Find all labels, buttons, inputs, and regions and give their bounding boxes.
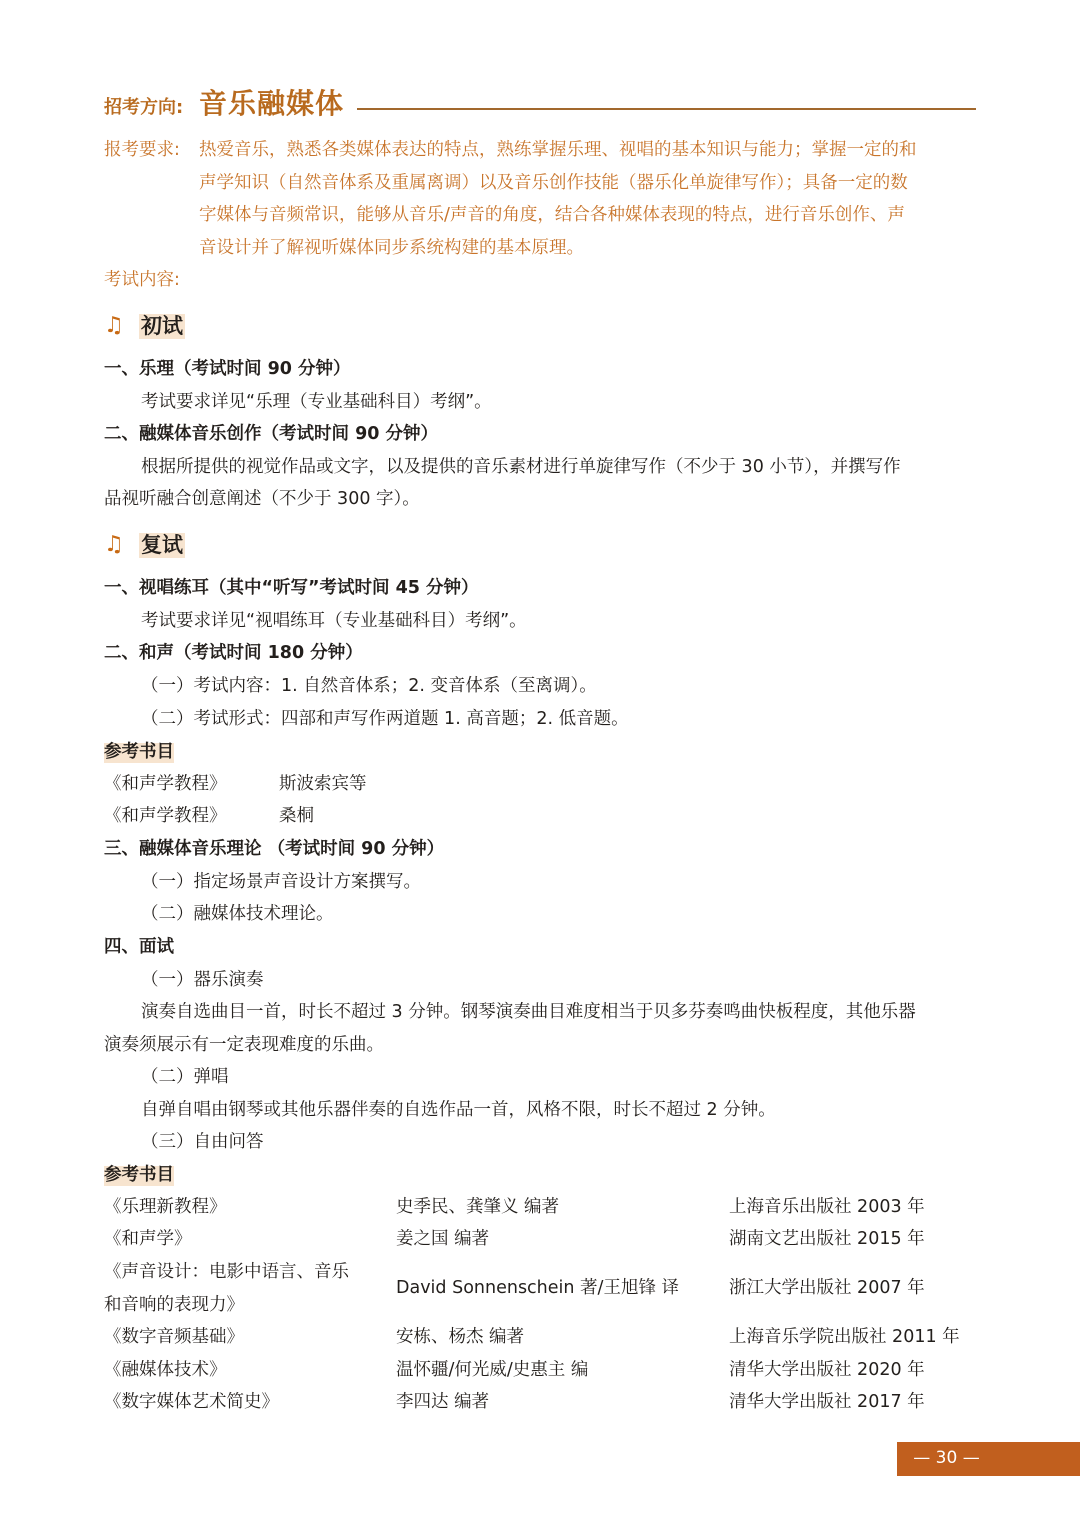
retest-item4-heading: 四、面试 <box>104 937 174 957</box>
book-author: 桑桐 <box>279 806 314 826</box>
book-publisher: 清华大学出版社 2017 年 <box>729 1392 925 1412</box>
book-title-line2: 和音响的表现力》 <box>104 1295 244 1315</box>
section-title-retest: 复试 <box>141 533 183 557</box>
page-number: — 30 — <box>913 1448 980 1468</box>
requirement-line: 声学知识（自然音体系及重属离调）以及音乐创作技能（器乐化单旋律写作）；具备一定的数 <box>199 173 908 193</box>
book-author: 安栋、杨杰 编著 <box>396 1327 525 1347</box>
retest-item1-text: 考试要求详见“视唱练耳（专业基础科目）考纲”。 <box>141 611 527 631</box>
book-title: 《融媒体技术》 <box>104 1360 227 1380</box>
book-publisher: 清华大学出版社 2020 年 <box>729 1360 925 1380</box>
title-rule <box>357 108 976 110</box>
requirement-line: 音设计并了解视听媒体同步系统构建的基本原理。 <box>199 238 584 258</box>
book-author: 温怀疆/何光威/史惠主 编 <box>396 1360 589 1380</box>
book-title: 《数字媒体艺术简史》 <box>104 1392 279 1412</box>
retest-item4-sub: （三）自由问答 <box>141 1132 264 1152</box>
book-author: 姜之国 编著 <box>396 1229 490 1249</box>
music-note-icon: ♫ <box>104 313 124 338</box>
retest-item4-text: 演奏须展示有一定表现难度的乐曲。 <box>104 1035 384 1055</box>
book-title: 《声音设计：电影中语言、音乐 <box>104 1262 349 1282</box>
retest-item4-text: 自弹自唱由钢琴或其他乐器伴奏的自选作品一首，风格不限，时长不超过 2 分钟。 <box>141 1100 776 1120</box>
retest-item2-heading: 二、和声（考试时间 180 分钟） <box>104 643 363 663</box>
retest-item3-sub: （一）指定场景声音设计方案撰写。 <box>141 872 421 892</box>
book-publisher: 上海音乐学院出版社 2011 年 <box>729 1327 960 1347</box>
retest-item4-sub: （二）弹唱 <box>141 1067 229 1087</box>
prelim-item1-heading: 一、乐理（考试时间 90 分钟） <box>104 359 351 379</box>
requirement-line: 字媒体与音频常识，能够从音乐/声音的角度，结合各种媒体表现的特点，进行音乐创作、声 <box>199 205 905 225</box>
book-publisher: 上海音乐出版社 2003 年 <box>729 1197 925 1217</box>
retest-item2-sub: （一）考试内容：1. 自然音体系；2. 变音体系（至离调）。 <box>141 676 597 696</box>
book-author: 史季民、龚肇义 编著 <box>396 1197 560 1217</box>
book-author: 李四达 编著 <box>396 1392 490 1412</box>
prelim-item2-line: 品视听融合创意阐述（不少于 300 字）。 <box>104 489 420 509</box>
content-label: 考试内容: <box>104 270 180 290</box>
retest-item4-sub: （一）器乐演奏 <box>141 970 264 990</box>
retest-item3-heading: 三、融媒体音乐理论 （考试时间 90 分钟） <box>104 839 445 859</box>
book-title: 《乐理新教程》 <box>104 1197 227 1217</box>
requirement-line: 热爱音乐，熟悉各类媒体表达的特点，熟练掌握乐理、视唱的基本知识与能力；掌握一定的和 <box>199 140 917 160</box>
book-publisher: 浙江大学出版社 2007 年 <box>729 1278 925 1298</box>
reference-title: 参考书目 <box>104 742 174 762</box>
book-publisher: 湖南文艺出版社 2015 年 <box>729 1229 925 1249</box>
music-note-icon: ♫ <box>104 532 124 557</box>
book-title: 《数字音频基础》 <box>104 1327 244 1347</box>
retest-item3-sub: （二）融媒体技术理论。 <box>141 904 334 924</box>
retest-item4-text: 演奏自选曲目一首，时长不超过 3 分钟。钢琴演奏曲目难度相当于贝多芬奏鸣曲快板程度，其他乐器 <box>141 1002 916 1022</box>
reference-title: 参考书目 <box>104 1165 174 1185</box>
book-title: 《和声学》 <box>104 1229 192 1249</box>
requirement-label: 报考要求: <box>104 140 180 160</box>
book-author: David Sonnenschein 著/王旭锋 译 <box>396 1278 680 1298</box>
prelim-item1-text: 考试要求详见“乐理（专业基础科目）考纲”。 <box>141 392 492 412</box>
prelim-item2-line: 根据所提供的视觉作品或文字，以及提供的音乐素材进行单旋律写作（不少于 30 小节），并撰写作 <box>141 457 901 477</box>
book-title: 《和声学教程》 <box>104 806 227 826</box>
retest-item1-heading: 一、视唱练耳（其中“听写”考试时间 45 分钟） <box>104 578 479 598</box>
direction-label: 招考方向: <box>104 97 184 118</box>
retest-item2-sub: （二）考试形式：四部和声写作两道题 1. 高音题；2. 低音题。 <box>141 709 629 729</box>
prelim-item2-heading: 二、融媒体音乐创作（考试时间 90 分钟） <box>104 424 439 444</box>
book-title: 《和声学教程》 <box>104 774 227 794</box>
book-author: 斯波索宾等 <box>279 774 367 794</box>
section-title-prelim: 初试 <box>141 314 183 338</box>
page-title: 音乐融媒体 <box>199 87 345 120</box>
